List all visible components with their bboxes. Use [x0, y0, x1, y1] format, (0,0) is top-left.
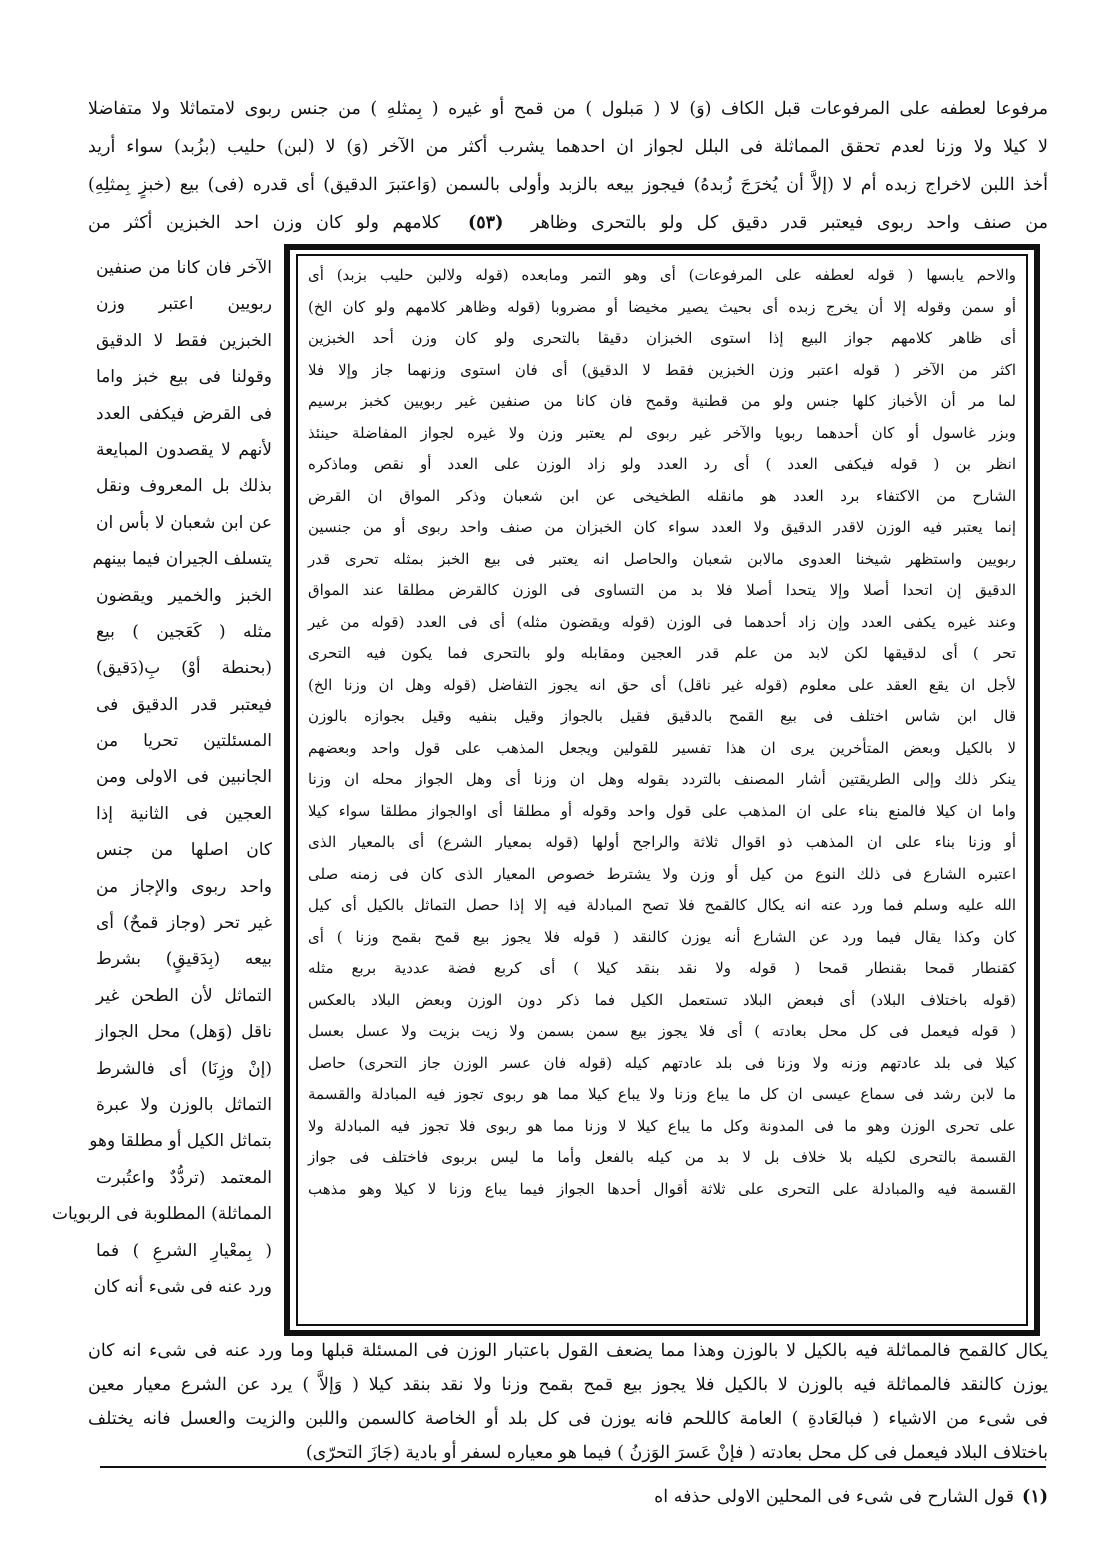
text-line: الخبزين فقط لا الدقيق [96, 330, 272, 351]
text-line: وقولنا فى بيع خبز واما [96, 367, 272, 388]
text-line: يتسلف الجيران فيما بينهم [92, 549, 272, 570]
text-line: المعتمد (تردُّدٌ واعتُبرت [96, 1167, 272, 1188]
text-segment: كلامهم ولو كان وزن احد الخبزين أكثر من [88, 213, 441, 233]
text-line: فيعتبر قدر الدقيق فى [96, 694, 272, 715]
commentary-line: أى ظاهر كلامهم جواز البيع إذا استوى الخبزان دقيقا بالتحرى ولو كان وزن أحد الخبزين [308, 329, 1016, 347]
text-line: ربويين اعتبر وزن [96, 294, 272, 315]
text-line: عن ابن شعبان لا بأس ان [96, 512, 272, 533]
commentary-line: والاحم يابسها ( قوله لعطفه على المرفوعات) أى وهو التمر ومابعده (قوله ولالبن حليب بزبد) أى [308, 266, 1016, 284]
commentary-line: أو وزنا بناء على ان المذهب ذو اقوال ثلاثة والراجح أولها (قوله بمعيار الشرع) أى بالمعيار الذى [308, 833, 1016, 851]
commentary-line: تحر ) أى لدقيقها لكن لابد من علم قدر العجين ومقابله ولو بالتحرى فما يكون فيه التحرى [308, 644, 1016, 662]
commentary-line: لما مر أن الأخباز كلها جنس ولو من قطنية وقمح فان كانا من صنفين غير ربويين كخبز برسيم [308, 392, 1016, 410]
commentary-line: اكثر من الآخر ( قوله اعتبر وزن الخبزين فقط لا الدقيق) أى فان استوى وزنهما جاز وإلا فلا [308, 360, 1016, 379]
page-number: (٥٣) [467, 213, 504, 233]
commentary-line: ( قوله فيعمل فى كل محل بعادته ) أى فلا يجوز بيع سمن بسمن ولا زيت بزيت ولا عسل بعسل [308, 1022, 1016, 1040]
text-line: المسئلتين تحريا من [96, 731, 272, 752]
text-line: ( بِمعْيارِ الشرعِ ) فما [96, 1240, 272, 1261]
text-line: يوزن كالنقد فالمماثلة فيه بالوزن لا بالكيل فلا يجوز بيع قمح بقمح وزنا ولا نقد بنقد كيلا ( وَإلاَّ ) يرد عن الشرع معيار معين [88, 1375, 1048, 1395]
commentary-box [296, 254, 1028, 1326]
text-line: يكال كالقمح فالمماثلة فيه بالكيل لا بالوزن وهذا مما يضعف القول باعتبار الوزن فى المسئلة قبلها وما ورد عنه فى شىء انه كان [88, 1341, 1048, 1361]
text-line: بتماثل الكيل أو مطلقا وهو [89, 1131, 272, 1152]
commentary-line: إنما يعتبر فيه الوزن لاقدر الدقيق ولا العدد سواء كان الخبزان من صنف واحد ربوى أو من جنسين [308, 518, 1016, 536]
main-text-top [88, 90, 1048, 242]
commentary-line: (قوله باختلاف البلاد) أى فبعض البلاد تستعمل الكيل فما ذكر دون الوزن وبعض البلاد بالعكس [308, 990, 1016, 1009]
commentary-line: واما ان كيلا فالمنع بناء على ان المذهب على قول واحد وقوله أو مطلقا أى اوالجواز مطلقا سواء كيلا [308, 801, 1016, 820]
commentary-line: كيلا فى بلد عادتهم وزنه ولا وزنا فى بلد عادتهم كيله (قوله فان عسر الوزن جاز التحرى) حاصل [308, 1053, 1016, 1072]
text-line: باختلاف البلاد فيعمل فى كل محل بعادته ( فإنْ عَسرَ الوَزنُ ) فيما هو معياره لسفر أو بادية (جَازَ التحرّى) [305, 1443, 1048, 1463]
commentary-line: وعند غيره يكفى العدد وإن زاد أحدهما فى الوزن (قوله ويقضون مثله) أى فى العدد (قوله من غير [308, 612, 1016, 631]
text-segment: من صنف واحد ربوى فيعتبر قدر دقيق كل ولو بالتحرى وظاهر [530, 213, 1048, 233]
main-text-side-column [52, 250, 272, 1305]
text-line: كان اصلها من جنس [96, 840, 272, 861]
text-line: فى القرض فيكفى العدد [96, 403, 272, 424]
commentary-line: انظر بن ( قوله فيكفى العدد ) أى رد العدد ولو زاد الوزن على العدد أو نقص وماذكره [308, 455, 1016, 473]
text-line: أخذ اللبن لاخراج زبده أم لا (إلاَّ أن يُخرَجَ زُبدهُ) فيجوز بيعه بالزبد وأولى بالسمن (وَاعتبرَ الدقيق) أى قدره (فى) بيع (خبزٍ بِمثلِهِ) [88, 175, 1048, 195]
text-line: (بحنطة أوْ) بِ(دَقيق) [96, 658, 272, 679]
commentary-line: وبزر غاسول أو كان أحدهما ربويا والآخر غير ربوى لم يعتبر وزن ولا غيره لجواز المفاضلة حينئذ [308, 423, 1016, 442]
main-text-bottom [88, 1334, 1048, 1470]
commentary-line: ربويين واستظهر شيخنا العدوى مالابن شعبان والحاصل انه يعتبر فى بيع الخبز بمثله تحرى قدر [308, 549, 1016, 568]
text-line: الخبز والخمير ويقضون [96, 585, 272, 606]
text-line: ورد عنه فى شىء أنه كان [93, 1276, 272, 1297]
text-line: مرفوعا لعطفه على المرفوعات قبل الكاف (وَ) لا ( مَبلول ) من قمح أو غيره ( بِمثلهِ ) من جنس ربوى لامتماثلا ولا متفاضلا [88, 99, 1048, 119]
commentary-line: أو سمن وقوله إلا أن يخرج زبده أى بحيث يصير مخيضا أو مضروبا (قوله وظاهر كلامهم ولو كان الخ) [308, 297, 1016, 316]
commentary-line: قال ابن شاس اختلف فى بيع القمح بالدقيق فقيل بالجواز وقيل بنفيه وقيل بجوازه بالوزن [308, 707, 1016, 725]
commentary-line: الشارح من الاكتفاء برد العدد هو مانقله الطخيخى عن ابن شعبان وذكر المواق ان القرض [308, 486, 1016, 505]
commentary-line: لا بالكيل وبعض المتأخرين يرى ان هذا تفسير للقولين ويجعل المذهب على قول واحد وبعضهم [308, 738, 1016, 757]
commentary-line: على تحرى الوزن وهو ما فى المدونة وكل ما يباع كيلا لا وزنا مما هو ربوى فلا تجوز فيه المبادلة ولا [308, 1116, 1016, 1135]
commentary-line: القسمة بالتحرى لكيله بلا خلاف بل لا بد من كيله بالفعل وأما ما ليس بربوى فاختلف فى جواز [308, 1148, 1016, 1166]
footnote-text: قول الشارح فى شىء فى المحلين الاولى حذفه اه [654, 1487, 1015, 1507]
footnote-marker: (١) [1022, 1487, 1048, 1507]
footnote-divider [100, 1466, 1046, 1468]
text-line: لأنهم لا يقصدون المبايعة [96, 439, 272, 460]
text-line: بيعه (بِدَقيقٍ) بشرط [96, 949, 272, 970]
text-line: العجين فى الثانية إذا [96, 803, 272, 824]
text-line: لا كيلا ولا وزنا لعدم تحقق المماثلة فى البلل لجواز ان احدهما يشرب أكثر من الآخر (وَ) لا (لبن) حليب (بزُبد) سواء أريد [88, 137, 1048, 157]
text-line: واحد ربوى والإجاز من [96, 876, 272, 897]
text-line: المماثلة) المطلوبة فى الربويات [52, 1204, 272, 1225]
commentary-line: القسمة فيه والمبادلة على التحرى على ثلاثة أقوال أحدها الجواز فيما يباع وزنا لا كيلا وهو مذهب [308, 1179, 1016, 1198]
text-line: الآخر فان كانا من صنفين [96, 258, 272, 278]
commentary-line: اعتبره الشارع فى ذلك النوع من كيل أو وزن ولا يشترط خصوص المعيار الذى كان فى زمنه صلى [308, 864, 1016, 883]
text-line: ناقل (وَهل) محل الجواز [96, 1022, 272, 1043]
commentary-line: الله عليه وسلم فما ورد عنه انه يكال كالقمح فلا تصح المبادلة فيه إلا إذا حصل التماثل بالكيل أى كيل [308, 896, 1016, 914]
text-line: (إنْ وزِنَا) أى فالشرط [96, 1058, 272, 1079]
commentary-line: ما لابن رشد فى سماع عيسى ان كل ما يباع وزنا ولا يباع كيلا مما هو ربوى تجوز فيه المبادلة والقسمة [308, 1085, 1016, 1103]
footnote [440, 1480, 1048, 1514]
text-line: التماثل لأن الطحن غير [96, 985, 272, 1006]
commentary-line: كان وكذا يقال فيما ورد عن الشارع أنه يوزن كالنقد ( قوله فلا يجوز بيع قمح بقمح وزنا ) أى [308, 927, 1016, 946]
text-line: بذلك بل المعروف ونقل [96, 476, 272, 497]
commentary-line: لأجل ان يقع العقد على معلوم (قوله غير ناقل) أى حق انه يجوز التفاضل (قوله وهل ان وزنا الخ) [308, 675, 1016, 694]
text-line: الجانبين فى الاولى ومن [96, 767, 272, 788]
text-line: التماثل بالوزن ولا عبرة [96, 1094, 272, 1115]
commentary-line: كقنطار قمحا بقنطار قمحا ( قوله ولا نقد بنقد كيلا ) أى كربع فضة عددية بربع مثله [308, 959, 1016, 977]
text-line: غير تحر (وجاز قمحٌ) أى [96, 913, 272, 934]
commentary-line: ينكر ذلك وإلى الطريقتين أشار المصنف بالتردد بقوله وهل ان وزنا أى وهل الجواز محله ان وزنا [308, 770, 1016, 788]
text-line-with-page-number [88, 204, 1048, 242]
text-line: فى شىء من الاشياء ( فبالعَادةِ ) العامة كاللحم فانه يوزن فى كل بلد أو الخاصة كالسمن واللبن والزيت والعسل فانه يختلف [88, 1409, 1048, 1429]
text-line: مثله ( كَعَجين ) بيع [96, 621, 272, 642]
commentary-line: الدقيق إن اتحدا أصلا وإلا يتحدا أصلا فلا بد من التساوى فى الوزن كالقرض مطلقا عند المواق [308, 581, 1016, 599]
